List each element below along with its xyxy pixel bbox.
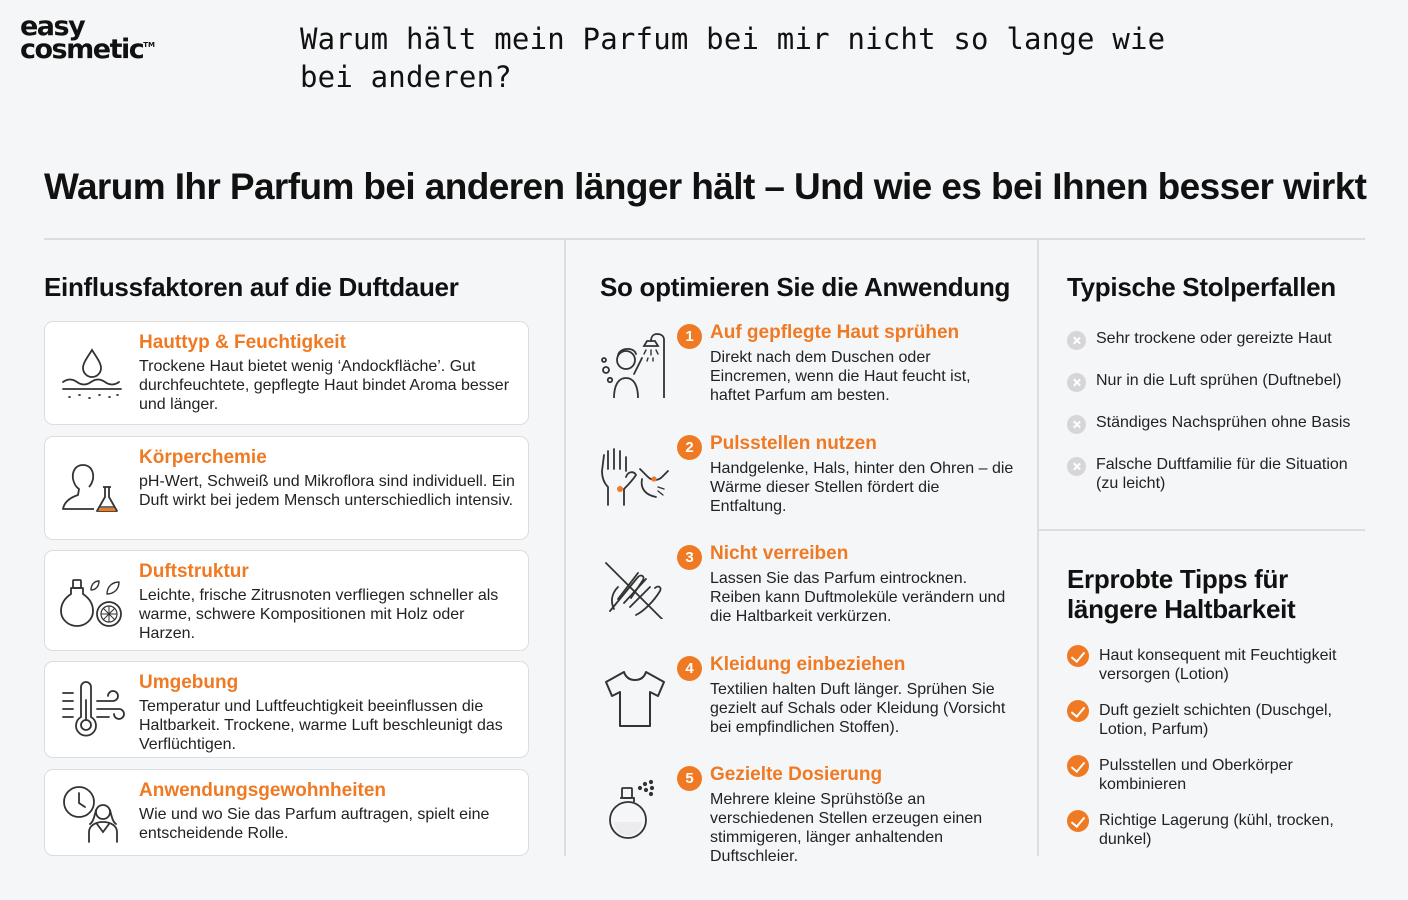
step-text: Direkt nach dem Duschen oder Eincremen, wenn die Haut feucht ist, haftet Parfum am besten. (710, 349, 971, 404)
environment-icon (59, 677, 125, 743)
cross-icon (1067, 331, 1086, 350)
column-divider-2 (1037, 240, 1039, 856)
factor-card-chemistry (44, 436, 529, 540)
pitfall-text: Falsche Duftfamilie für die Situation (zu leicht) (1096, 456, 1348, 492)
factor-card-environment (44, 661, 529, 758)
pitfall-text: Ständiges Nachsprühen ohne Basis (1096, 414, 1351, 431)
logo-line-1: easy (20, 11, 85, 42)
tshirt-icon (600, 660, 670, 730)
factor-text: pH-Wert, Schweiß und Mikroflora sind individuell. Ein Duft wirkt bei jedem Mensch unterschiedlich intensiv. (139, 473, 515, 509)
step-number: 5 (677, 766, 702, 791)
no-rubbing-icon (600, 549, 670, 619)
step-title: Nicht verreiben (710, 543, 849, 564)
page-question: Warum hält mein Parfum bei mir nicht so lange wie bei anderen? (300, 22, 1166, 94)
step-text: Handgelenke, Hals, hinter den Ohren – die Wärme dieser Stellen fördert die Entfaltung. (710, 460, 1014, 515)
step-4 (600, 654, 1020, 754)
step-number: 1 (677, 324, 702, 349)
skin-moisture-icon (59, 340, 125, 406)
pitfalls-title: Typische Stolperfallen (1067, 272, 1336, 302)
factor-title: Körperchemie (139, 447, 267, 468)
pitfall-text: Sehr trockene oder gereizte Haut (1096, 330, 1332, 347)
step-text: Mehrere kleine Sprühstöße an verschiedenen Stellen erzeugen einen stimmigeren, länger anhaltenden Duftschleier. (710, 791, 983, 865)
step-number: 4 (677, 656, 702, 681)
factor-title: Anwendungsgewohnheiten (139, 780, 386, 801)
tip-item (1067, 700, 1367, 740)
tip-item (1067, 645, 1367, 685)
shower-icon (600, 328, 670, 398)
factor-text: Trockene Haut bietet wenig ‘Andockfläche’. Gut durchfeuchtete, gepflegte Haut bindet Aroma besser und länger. (139, 358, 510, 413)
factor-title: Umgebung (139, 672, 239, 693)
factor-text: Leichte, frische Zitrusnoten verfliegen schneller als warme, schwere Kompositionen mit Holz oder Harzen. (139, 587, 499, 642)
logo-trademark: TM (143, 40, 155, 49)
right-column-divider (1039, 529, 1365, 531)
tip-item (1067, 810, 1367, 850)
step-1 (600, 322, 1020, 422)
perfume-spray-icon (600, 770, 670, 840)
check-icon (1067, 810, 1089, 832)
tip-item (1067, 755, 1367, 795)
check-icon (1067, 755, 1089, 777)
body-chemistry-icon (59, 455, 125, 521)
step-title: Kleidung einbeziehen (710, 654, 906, 675)
step-text: Lassen Sie das Parfum eintrocknen. Reiben kann Duftmoleküle verändern und die Haltbarkeit verkürzen. (710, 570, 1006, 625)
factor-title: Hauttyp & Feuchtigkeit (139, 332, 346, 353)
logo-line-2: cosmetic™ (20, 33, 155, 65)
check-icon (1067, 700, 1089, 722)
tip-text: Pulsstellen und Oberkörper kombinieren (1099, 757, 1293, 793)
fragrance-structure-icon (59, 568, 125, 634)
step-title: Auf gepflegte Haut sprühen (710, 322, 960, 343)
factor-text: Wie und wo Sie das Parfum auftragen, spielt eine entscheidende Rolle. (139, 806, 490, 842)
pitfall-item (1067, 455, 1367, 495)
pitfall-item (1067, 329, 1367, 351)
pitfall-item (1067, 371, 1367, 393)
brand-logo[interactable] (20, 11, 180, 65)
tip-text: Haut konsequent mit Feuchtigkeit versorgen (Lotion) (1099, 647, 1337, 683)
pitfall-text: Nur in die Luft sprühen (Duftnebel) (1096, 372, 1342, 389)
factor-card-skin (44, 321, 529, 425)
pulse-points-icon (600, 439, 670, 509)
step-number: 3 (677, 545, 702, 570)
step-5 (600, 764, 1020, 864)
step-title: Gezielte Dosierung (710, 764, 883, 785)
step-number: 2 (677, 435, 702, 460)
step-title: Pulsstellen nutzen (710, 433, 877, 454)
tip-text: Duft gezielt schichten (Duschgel, Lotion, Parfum) (1099, 702, 1332, 738)
cross-icon (1067, 415, 1086, 434)
cross-icon (1067, 457, 1086, 476)
infographic-title: Warum Ihr Parfum bei anderen länger hält – Und wie es bei Ihnen besser wirkt (44, 166, 1367, 207)
step-3 (600, 543, 1020, 643)
habits-icon (59, 780, 125, 846)
factor-card-structure (44, 550, 529, 651)
title-divider (44, 238, 1365, 240)
factor-title: Duftstruktur (139, 561, 249, 582)
tips-title: Erprobte Tipps für längere Haltbarkeit (1067, 564, 1296, 624)
pitfall-item (1067, 413, 1367, 435)
factors-title: Einflussfaktoren auf die Duftdauer (44, 272, 459, 302)
step-text: Textilien halten Duft länger. Sprühen Sie gezielt auf Schals oder Kleidung (Vorsicht bei empfindlichen Stoffen). (710, 681, 1006, 736)
step-2 (600, 433, 1020, 533)
check-icon (1067, 645, 1089, 667)
factor-card-habits (44, 769, 529, 856)
column-divider-1 (564, 240, 566, 856)
application-title: So optimieren Sie die Anwendung (600, 272, 1011, 302)
cross-icon (1067, 373, 1086, 392)
factor-text: Temperatur und Luftfeuchtigkeit beeinflussen die Haltbarkeit. Trockene, warme Luft beschleunigt das Verflüchtigen. (139, 698, 503, 753)
tip-text: Richtige Lagerung (kühl, trocken, dunkel) (1099, 812, 1334, 848)
